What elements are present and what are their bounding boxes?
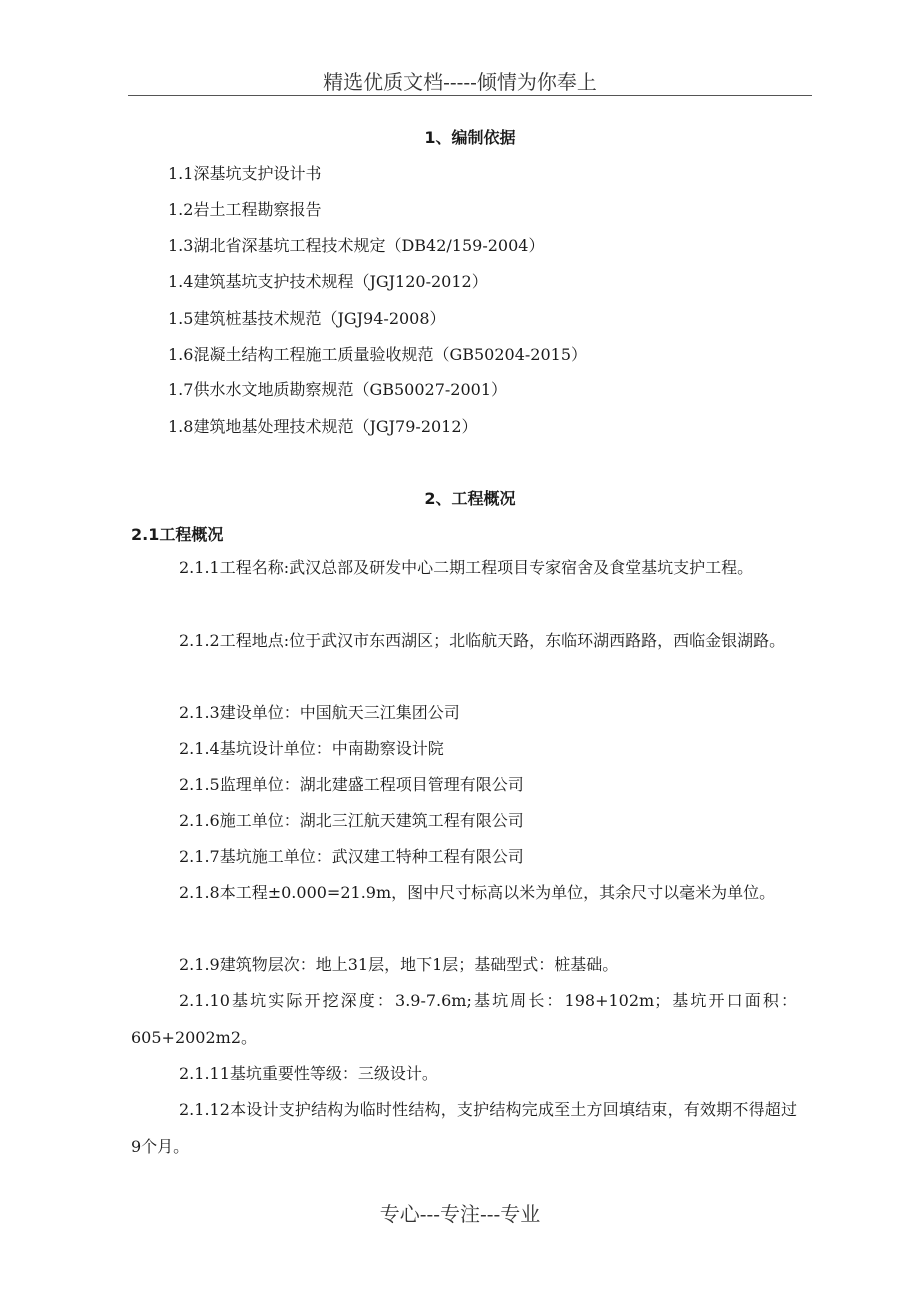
page-header: 精选优质文档-----倾情为你奉上 (323, 70, 597, 94)
overview-paragraph: 2.1.8本工程±0.000=21.9m，图中尺寸标高以米为单位，其余尺寸以毫米为单位。 (179, 883, 776, 902)
reference-item: 1.1深基坑支护设计书 (168, 164, 322, 183)
overview-paragraph: 2.1.12本设计支护结构为临时性结构，支护结构完成至土方回填结束，有效期不得超过9个月。 (131, 1100, 797, 1156)
section-2-title: 2、工程概况 (424, 489, 516, 508)
subsection-2-1-title: 2.1工程概况 (131, 525, 224, 544)
reference-item: 1.3湖北省深基坑工程技术规定（DB42/159-2004） (168, 236, 545, 255)
overview-paragraph: 2.1.4基坑设计单位：中南勘察设计院 (179, 739, 444, 758)
overview-paragraph: 2.1.5监理单位：湖北建盛工程项目管理有限公司 (179, 775, 524, 794)
section-1-title: 1、编制依据 (424, 128, 516, 147)
reference-item: 1.2岩土工程勘察报告 (168, 200, 322, 219)
reference-item: 1.6混凝土结构工程施工质量验收规范（GB50204-2015） (168, 345, 588, 364)
overview-paragraph: 2.1.3建设单位：中国航天三江集团公司 (179, 703, 460, 722)
overview-paragraph: 2.1.7基坑施工单位：武汉建工特种工程有限公司 (179, 847, 524, 866)
overview-paragraph: 2.1.9建筑物层次：地上31层，地下1层；基础型式：桩基础。 (179, 955, 619, 974)
reference-item: 1.8建筑地基处理技术规范（JGJ79-2012） (168, 417, 478, 436)
reference-item: 1.5建筑桩基技术规范（JGJ94-2008） (168, 309, 446, 328)
header-divider (128, 95, 812, 96)
overview-paragraph: 2.1.11基坑重要性等级：三级设计。 (179, 1064, 438, 1083)
page-footer: 专心---专注---专业 (379, 1202, 541, 1226)
overview-paragraph: 2.1.6施工单位：湖北三江航天建筑工程有限公司 (179, 811, 524, 830)
overview-paragraph: 2.1.2工程地点:位于武汉市东西湖区；北临航天路，东临环湖西路路，西临金银湖路。 (179, 631, 786, 650)
reference-item: 1.7供水水文地质勘察规范（GB50027-2001） (168, 380, 508, 399)
reference-item: 1.4建筑基坑支护技术规程（JGJ120-2012） (168, 272, 488, 291)
overview-paragraph: 2.1.10基坑实际开挖深度：3.9-7.6m;基坑周长：198+102m；基坑开口面积：605+2002m2。 (131, 991, 797, 1047)
overview-paragraph: 2.1.1工程名称:武汉总部及研发中心二期工程项目专家宿舍及食堂基坑支护工程。 (179, 558, 754, 577)
